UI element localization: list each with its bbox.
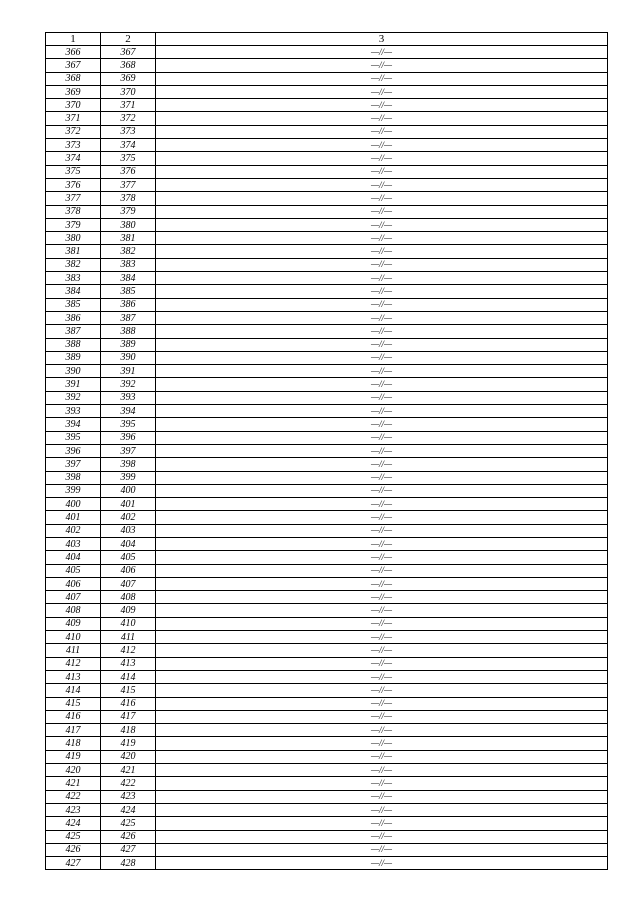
cell-col-2: 406: [101, 564, 156, 577]
cell-col-2: 373: [101, 125, 156, 138]
cell-col-3: —//—: [156, 165, 608, 178]
cell-col-1: 413: [46, 670, 101, 683]
cell-col-2: 411: [101, 631, 156, 644]
cell-col-2: 369: [101, 72, 156, 85]
cell-col-2: 400: [101, 484, 156, 497]
cell-col-2: 420: [101, 750, 156, 763]
cell-col-1: 418: [46, 737, 101, 750]
cell-col-2: 391: [101, 365, 156, 378]
cell-col-3: —//—: [156, 737, 608, 750]
cell-col-3: —//—: [156, 46, 608, 59]
cell-col-1: 382: [46, 258, 101, 271]
cell-col-2: 412: [101, 644, 156, 657]
cell-col-1: 383: [46, 272, 101, 285]
cell-col-2: 385: [101, 285, 156, 298]
cell-col-2: 388: [101, 325, 156, 338]
cell-col-1: 416: [46, 710, 101, 723]
cell-col-1: 391: [46, 378, 101, 391]
table-row: [46, 564, 608, 577]
cell-col-2: 413: [101, 657, 156, 670]
cell-col-3: —//—: [156, 644, 608, 657]
cell-col-3: —//—: [156, 777, 608, 790]
cell-col-3: —//—: [156, 551, 608, 564]
table-row: [46, 857, 608, 870]
cell-col-2: 399: [101, 471, 156, 484]
cell-col-3: —//—: [156, 670, 608, 683]
cell-col-1: 407: [46, 591, 101, 604]
table-row: [46, 750, 608, 763]
cell-col-1: 368: [46, 72, 101, 85]
cell-col-1: 411: [46, 644, 101, 657]
table-row: [46, 631, 608, 644]
cell-col-1: 394: [46, 418, 101, 431]
cell-col-3: —//—: [156, 803, 608, 816]
cell-col-3: —//—: [156, 205, 608, 218]
table-row: [46, 298, 608, 311]
cell-col-3: —//—: [156, 857, 608, 870]
table-row: [46, 644, 608, 657]
table-row: [46, 46, 608, 59]
cell-col-1: 401: [46, 511, 101, 524]
cell-col-1: 373: [46, 139, 101, 152]
cell-col-2: 381: [101, 232, 156, 245]
cell-col-3: —//—: [156, 817, 608, 830]
table-row: [46, 458, 608, 471]
table-row: [46, 697, 608, 710]
cell-col-2: 380: [101, 218, 156, 231]
cell-col-1: 398: [46, 471, 101, 484]
table-row: [46, 537, 608, 550]
cell-col-3: —//—: [156, 484, 608, 497]
cell-col-2: 407: [101, 577, 156, 590]
cell-col-3: —//—: [156, 72, 608, 85]
table-row: [46, 591, 608, 604]
cell-col-1: 378: [46, 205, 101, 218]
cell-col-3: —//—: [156, 790, 608, 803]
cell-col-3: —//—: [156, 498, 608, 511]
cell-col-1: 415: [46, 697, 101, 710]
table-row: [46, 59, 608, 72]
cell-col-2: 426: [101, 830, 156, 843]
cell-col-2: 410: [101, 617, 156, 630]
cell-col-3: —//—: [156, 218, 608, 231]
cell-col-1: 381: [46, 245, 101, 258]
cell-col-1: 399: [46, 484, 101, 497]
cell-col-3: —//—: [156, 537, 608, 550]
cell-col-1: 400: [46, 498, 101, 511]
cell-col-1: 390: [46, 365, 101, 378]
table-row: [46, 511, 608, 524]
cell-col-1: 374: [46, 152, 101, 165]
table-row: [46, 125, 608, 138]
cell-col-1: 376: [46, 178, 101, 191]
cell-col-3: —//—: [156, 684, 608, 697]
cell-col-1: 375: [46, 165, 101, 178]
cell-col-1: 414: [46, 684, 101, 697]
cell-col-2: 390: [101, 351, 156, 364]
table-row: [46, 311, 608, 324]
cell-col-2: 414: [101, 670, 156, 683]
cell-col-2: 405: [101, 551, 156, 564]
cell-col-2: 370: [101, 85, 156, 98]
table-row: [46, 803, 608, 816]
cell-col-1: 366: [46, 46, 101, 59]
cell-col-3: —//—: [156, 577, 608, 590]
cell-col-3: —//—: [156, 311, 608, 324]
column-header-2: 2: [101, 33, 156, 46]
cell-col-1: 406: [46, 577, 101, 590]
cell-col-1: 397: [46, 458, 101, 471]
table-row: [46, 524, 608, 537]
cell-col-3: —//—: [156, 617, 608, 630]
cell-col-3: —//—: [156, 431, 608, 444]
table-row: [46, 843, 608, 856]
cell-col-3: —//—: [156, 272, 608, 285]
cell-col-3: —//—: [156, 298, 608, 311]
cell-col-3: —//—: [156, 564, 608, 577]
cell-col-3: —//—: [156, 750, 608, 763]
table-row: [46, 378, 608, 391]
cell-col-2: 368: [101, 59, 156, 72]
cell-col-1: 393: [46, 405, 101, 418]
table-row: [46, 498, 608, 511]
cell-col-3: —//—: [156, 458, 608, 471]
cell-col-1: 427: [46, 857, 101, 870]
cell-col-2: 392: [101, 378, 156, 391]
cell-col-2: 372: [101, 112, 156, 125]
cell-col-3: —//—: [156, 444, 608, 457]
table-row: [46, 245, 608, 258]
cell-col-2: 423: [101, 790, 156, 803]
table-row: [46, 551, 608, 564]
table-row: [46, 657, 608, 670]
cell-col-2: 383: [101, 258, 156, 271]
cell-col-1: 371: [46, 112, 101, 125]
cell-col-3: —//—: [156, 365, 608, 378]
cell-col-2: 377: [101, 178, 156, 191]
cell-col-1: 395: [46, 431, 101, 444]
table-row: [46, 577, 608, 590]
cell-col-3: —//—: [156, 405, 608, 418]
cell-col-3: —//—: [156, 724, 608, 737]
cell-col-3: —//—: [156, 764, 608, 777]
cell-col-2: 402: [101, 511, 156, 524]
cell-col-1: 410: [46, 631, 101, 644]
cell-col-1: 412: [46, 657, 101, 670]
cell-col-3: —//—: [156, 830, 608, 843]
cell-col-3: —//—: [156, 192, 608, 205]
cell-col-3: —//—: [156, 471, 608, 484]
cell-col-2: 389: [101, 338, 156, 351]
cell-col-2: 374: [101, 139, 156, 152]
cell-col-1: 417: [46, 724, 101, 737]
cell-col-3: —//—: [156, 338, 608, 351]
cell-col-1: 403: [46, 537, 101, 550]
cell-col-2: 394: [101, 405, 156, 418]
table-row: [46, 817, 608, 830]
cell-col-2: 376: [101, 165, 156, 178]
table-row: [46, 258, 608, 271]
cell-col-1: 420: [46, 764, 101, 777]
cell-col-2: 403: [101, 524, 156, 537]
cell-col-3: —//—: [156, 232, 608, 245]
cell-col-3: —//—: [156, 99, 608, 112]
table-row: [46, 218, 608, 231]
cell-col-3: —//—: [156, 511, 608, 524]
cell-col-3: —//—: [156, 152, 608, 165]
table-row: [46, 830, 608, 843]
cell-col-2: 384: [101, 272, 156, 285]
cell-col-3: —//—: [156, 325, 608, 338]
cell-col-3: —//—: [156, 258, 608, 271]
cell-col-2: 427: [101, 843, 156, 856]
cell-col-3: —//—: [156, 697, 608, 710]
table-row: [46, 99, 608, 112]
cell-col-1: 423: [46, 803, 101, 816]
cell-col-2: 367: [101, 46, 156, 59]
cell-col-1: 421: [46, 777, 101, 790]
table-row: [46, 670, 608, 683]
table-row: [46, 205, 608, 218]
cell-col-1: 367: [46, 59, 101, 72]
cell-col-3: —//—: [156, 245, 608, 258]
cell-col-2: 408: [101, 591, 156, 604]
cell-col-1: 405: [46, 564, 101, 577]
cell-col-3: —//—: [156, 285, 608, 298]
table-row: [46, 112, 608, 125]
cell-col-1: 409: [46, 617, 101, 630]
table-row: [46, 444, 608, 457]
cell-col-2: 395: [101, 418, 156, 431]
table-row: [46, 178, 608, 191]
table-row: [46, 85, 608, 98]
cell-col-3: —//—: [156, 112, 608, 125]
cell-col-3: —//—: [156, 418, 608, 431]
cell-col-1: 402: [46, 524, 101, 537]
cell-col-1: 426: [46, 843, 101, 856]
cell-col-1: 380: [46, 232, 101, 245]
cell-col-2: 386: [101, 298, 156, 311]
table-row: [46, 139, 608, 152]
table-row: [46, 737, 608, 750]
cell-col-2: 404: [101, 537, 156, 550]
cell-col-1: 377: [46, 192, 101, 205]
cell-col-3: —//—: [156, 178, 608, 191]
cell-col-3: —//—: [156, 125, 608, 138]
cell-col-1: 370: [46, 99, 101, 112]
cell-col-1: 386: [46, 311, 101, 324]
table-row: [46, 790, 608, 803]
table-body: [46, 46, 608, 870]
table-row: [46, 684, 608, 697]
cell-col-3: —//—: [156, 139, 608, 152]
table-row: [46, 710, 608, 723]
cell-col-2: 371: [101, 99, 156, 112]
table-row: [46, 391, 608, 404]
column-header-1: 1: [46, 33, 101, 46]
table-row: [46, 431, 608, 444]
cell-col-3: —//—: [156, 843, 608, 856]
table-row: [46, 272, 608, 285]
cell-col-3: —//—: [156, 524, 608, 537]
cell-col-2: 375: [101, 152, 156, 165]
table-row: [46, 325, 608, 338]
cell-col-1: 387: [46, 325, 101, 338]
cell-col-3: —//—: [156, 85, 608, 98]
cell-col-3: —//—: [156, 604, 608, 617]
table-row: [46, 72, 608, 85]
cell-col-3: —//—: [156, 59, 608, 72]
cell-col-1: 372: [46, 125, 101, 138]
cell-col-2: 398: [101, 458, 156, 471]
cell-col-1: 408: [46, 604, 101, 617]
cell-col-2: 397: [101, 444, 156, 457]
column-header-3: 3: [156, 33, 608, 46]
header-row: [46, 33, 608, 46]
table-row: [46, 471, 608, 484]
cell-col-2: 425: [101, 817, 156, 830]
cell-col-1: 379: [46, 218, 101, 231]
cell-col-2: 382: [101, 245, 156, 258]
table-row: [46, 232, 608, 245]
cell-col-2: 409: [101, 604, 156, 617]
cell-col-2: 424: [101, 803, 156, 816]
cell-col-2: 418: [101, 724, 156, 737]
table-row: [46, 338, 608, 351]
cell-col-1: 404: [46, 551, 101, 564]
cell-col-2: 422: [101, 777, 156, 790]
cell-col-3: —//—: [156, 391, 608, 404]
table-header: [46, 33, 608, 46]
cell-col-2: 401: [101, 498, 156, 511]
cell-col-3: —//—: [156, 378, 608, 391]
cell-col-3: —//—: [156, 351, 608, 364]
cell-col-1: 422: [46, 790, 101, 803]
cell-col-1: 396: [46, 444, 101, 457]
cell-col-3: —//—: [156, 710, 608, 723]
cell-col-2: 378: [101, 192, 156, 205]
cell-col-1: 384: [46, 285, 101, 298]
table-row: [46, 617, 608, 630]
document-table: [45, 32, 608, 870]
cell-col-2: 421: [101, 764, 156, 777]
table-row: [46, 365, 608, 378]
cell-col-2: 387: [101, 311, 156, 324]
cell-col-1: 425: [46, 830, 101, 843]
table-row: [46, 604, 608, 617]
cell-col-2: 416: [101, 697, 156, 710]
cell-col-2: 393: [101, 391, 156, 404]
cell-col-1: 388: [46, 338, 101, 351]
table-row: [46, 405, 608, 418]
cell-col-1: 369: [46, 85, 101, 98]
cell-col-3: —//—: [156, 631, 608, 644]
cell-col-2: 419: [101, 737, 156, 750]
cell-col-1: 385: [46, 298, 101, 311]
cell-col-2: 415: [101, 684, 156, 697]
cell-col-2: 417: [101, 710, 156, 723]
table-row: [46, 484, 608, 497]
cell-col-3: —//—: [156, 657, 608, 670]
cell-col-1: 419: [46, 750, 101, 763]
cell-col-2: 428: [101, 857, 156, 870]
table-row: [46, 351, 608, 364]
table-row: [46, 165, 608, 178]
table-row: [46, 152, 608, 165]
cell-col-2: 379: [101, 205, 156, 218]
table-row: [46, 192, 608, 205]
table-row: [46, 418, 608, 431]
cell-col-1: 389: [46, 351, 101, 364]
cell-col-3: —//—: [156, 591, 608, 604]
table-row: [46, 724, 608, 737]
cell-col-2: 396: [101, 431, 156, 444]
cell-col-1: 392: [46, 391, 101, 404]
table-row: [46, 285, 608, 298]
cell-col-1: 424: [46, 817, 101, 830]
table-row: [46, 764, 608, 777]
table-row: [46, 777, 608, 790]
